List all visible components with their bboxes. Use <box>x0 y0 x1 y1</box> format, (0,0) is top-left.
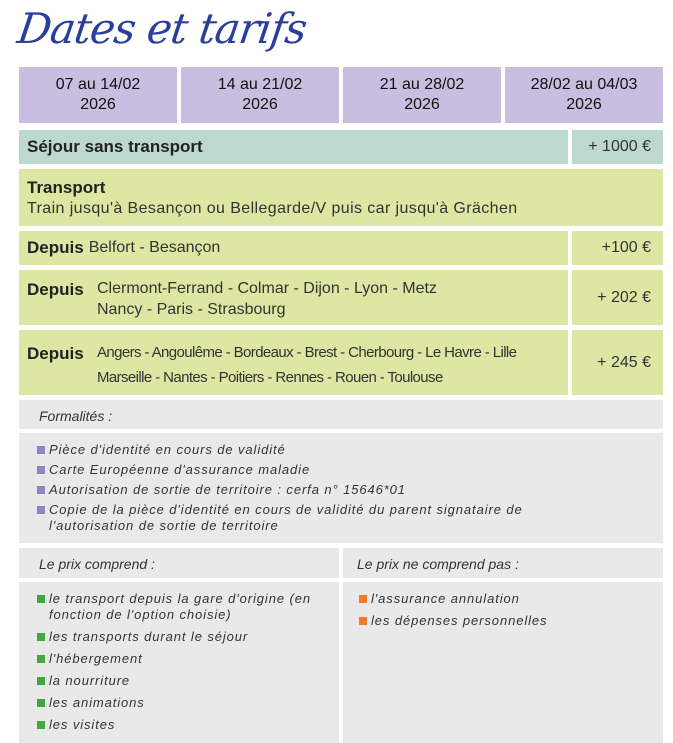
date-range: 07 au 14/02 <box>55 76 141 93</box>
dates-header <box>19 67 663 123</box>
depuis-label: Depuis <box>27 344 84 363</box>
bullet-square-icon <box>37 486 45 494</box>
bullet-square-icon <box>37 633 45 641</box>
date-range: 14 au 21/02 <box>217 76 303 93</box>
departure-price-cell <box>572 231 663 265</box>
date-year: 2026 <box>566 96 602 113</box>
bullet-square-icon <box>37 699 45 707</box>
bullet-square-icon <box>37 595 45 603</box>
date-range: 28/02 au 04/03 <box>530 76 638 93</box>
date-year: 2026 <box>242 96 278 113</box>
departure-cities-line1: Angers - Angoulême - Bordeaux - Brest - Cherbourg - Le Havre - Lille <box>97 344 517 361</box>
depuis-label: Depuis <box>27 280 84 299</box>
departure-price: + 245 € <box>597 353 651 371</box>
list-item: les transports durant le séjour <box>37 629 339 645</box>
list-item: le transport depuis la gare d'origine (en fonction de l'option choisie) <box>37 591 327 623</box>
bullet-square-icon <box>37 466 45 474</box>
bullet-square-icon <box>37 677 45 685</box>
ne-comprend-title: Le prix ne comprend pas : <box>357 556 519 572</box>
bullet-square-icon <box>37 721 45 729</box>
list-item: les visites <box>37 717 339 733</box>
sejour-label: Séjour sans transport <box>27 137 203 156</box>
departure-price: + 202 € <box>597 288 651 306</box>
date-cell <box>343 67 501 123</box>
list-item: les dépenses personnelles <box>359 613 663 629</box>
departure-cities-line2: Nancy - Paris - Strasbourg <box>97 301 286 318</box>
sejour-label-cell <box>19 130 568 164</box>
list-item: l'assurance annulation <box>359 591 663 607</box>
departure-cities: Belfort - Besançon <box>88 239 221 256</box>
date-year: 2026 <box>404 96 440 113</box>
list-item: les animations <box>37 695 339 711</box>
bullet-square-icon <box>37 655 45 663</box>
departure-price: +100 € <box>601 239 651 256</box>
bullet-square-icon <box>359 595 367 603</box>
departure-cities-line2: Marseille - Nantes - Poitiers - Rennes - Rouen - Toulouse <box>97 369 443 386</box>
list-item: Copie de la pièce d'identité en cours de validité du parent signataire de l'autorisation de sortie de territoire <box>37 502 597 534</box>
date-cell <box>19 67 177 123</box>
departure-cities-line1: Clermont-Ferrand - Colmar - Dijon - Lyon - Metz <box>97 280 437 297</box>
bullet-square-icon <box>37 506 45 514</box>
formalites-list <box>37 442 663 534</box>
date-cell <box>505 67 663 123</box>
list-item: l'hébergement <box>37 651 339 667</box>
date-cell <box>181 67 339 123</box>
list-item: Carte Européenne d'assurance maladie <box>37 462 663 478</box>
date-range: 21 au 28/02 <box>379 76 465 93</box>
list-item: Autorisation de sortie de territoire : cerfa n° 15646*01 <box>37 482 663 498</box>
transport-label: Transport <box>27 178 106 197</box>
departure-price-cell <box>572 270 663 325</box>
date-year: 2026 <box>80 96 116 113</box>
ne-comprend-box <box>343 582 663 743</box>
list-item: Pièce d'identité en cours de validité <box>37 442 663 458</box>
comprend-box <box>19 582 339 743</box>
formalites-box <box>19 433 663 543</box>
sejour-row <box>19 130 663 164</box>
departure-label-cell <box>19 231 568 265</box>
departure-row <box>19 270 663 325</box>
formalites-header <box>19 400 663 429</box>
bullet-square-icon <box>37 446 45 454</box>
transport-row <box>19 169 663 226</box>
ne-comprend-list <box>359 591 663 629</box>
departure-price-cell <box>572 330 663 395</box>
transport-detail: Train jusqu'à Besançon ou Bellegarde/V puis car jusqu'à Grächen <box>27 200 518 217</box>
page-title: Dates et tarifs <box>14 4 310 53</box>
depuis-label: Depuis <box>27 238 84 257</box>
sejour-price: + 1000 € <box>588 138 651 155</box>
comprend-title: Le prix comprend : <box>39 556 155 572</box>
departure-label-cell <box>19 330 568 395</box>
formalites-title: Formalités : <box>39 408 113 424</box>
sejour-price-cell <box>572 130 663 164</box>
comprend-header <box>19 548 339 578</box>
comprend-list <box>37 591 339 733</box>
bullet-square-icon <box>359 617 367 625</box>
departure-label-cell <box>19 270 568 325</box>
departure-row <box>19 330 663 395</box>
departure-row <box>19 231 663 265</box>
list-item: la nourriture <box>37 673 339 689</box>
ne-comprend-header <box>343 548 663 578</box>
